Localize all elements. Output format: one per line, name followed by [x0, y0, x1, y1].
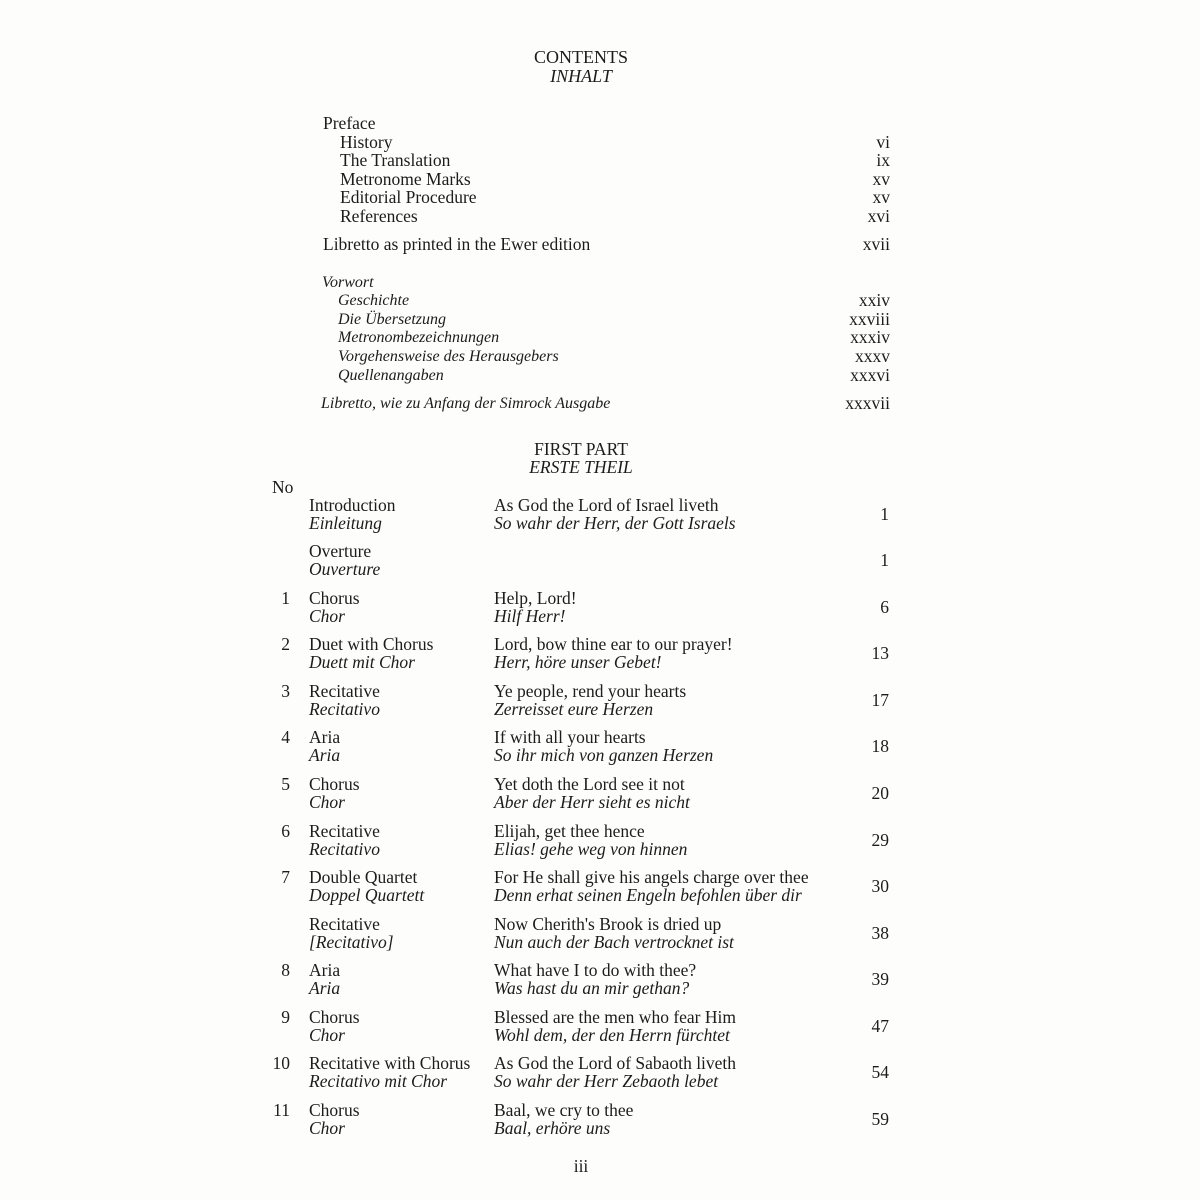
movement-form-de: Aria	[309, 978, 341, 998]
toc-page: xvii	[862, 234, 890, 254]
contents-title-de: INHALT	[550, 66, 612, 86]
movement-title-de: Hilf Herr!	[494, 606, 566, 626]
toc-label: Editorial Procedure	[340, 187, 477, 207]
part-title: FIRST PART	[534, 439, 628, 459]
movement-title: As God the Lord of Sabaoth liveth	[494, 1053, 737, 1073]
movement-page: 39	[871, 969, 889, 989]
movement-form: Aria	[309, 960, 341, 980]
contents-title: CONTENTS	[534, 47, 628, 67]
toc-label: Libretto as printed in the Ewer edition	[323, 234, 591, 254]
movement-number: 7	[281, 867, 290, 887]
movement-title: For He shall give his angels charge over thee	[494, 867, 809, 887]
movement-title-de: So wahr der Herr Zebaoth lebet	[494, 1071, 719, 1091]
movement-title-de: Zerreisset eure Herzen	[494, 699, 654, 719]
movement-entry	[260, 635, 900, 679]
movement-title: Yet doth the Lord see it not	[494, 774, 685, 794]
movement-form: Chorus	[309, 774, 360, 794]
movement-title-de: Wohl dem, der den Herrn fürchtet	[494, 1025, 730, 1045]
movement-form-de: Einleitung	[309, 513, 382, 533]
movement-title: Help, Lord!	[494, 588, 577, 608]
toc-label: References	[340, 206, 418, 226]
movement-form-de: Recitativo mit Chor	[309, 1071, 448, 1091]
movement-title: Ye people, rend your hearts	[494, 681, 687, 701]
movement-page: 17	[871, 690, 889, 710]
toc-label: Geschichte	[338, 292, 410, 309]
movement-title: If with all your hearts	[494, 727, 646, 747]
movement-title-de: Denn erhat seinen Engeln befohlen über dir	[494, 885, 802, 905]
movement-entry	[260, 496, 900, 540]
movement-page: 1	[880, 504, 889, 524]
movement-title: Blessed are the men who fear Him	[494, 1007, 737, 1027]
movement-entry	[260, 961, 900, 1005]
movement-page: 59	[871, 1109, 889, 1129]
toc-label: Vorwort	[322, 274, 374, 291]
movement-entry	[260, 1101, 900, 1145]
movement-number: 2	[281, 634, 290, 654]
movement-title-de: Nun auch der Bach vertrocknet ist	[494, 932, 734, 952]
toc-label: History	[340, 132, 393, 152]
toc-page: xv	[872, 187, 890, 207]
movement-title-de: So ihr mich von ganzen Herzen	[494, 745, 714, 765]
movement-entry	[260, 822, 900, 866]
movement-title: What have I to do with thee?	[494, 960, 697, 980]
movement-form-de: Chor	[309, 606, 345, 626]
number-column-label: No	[272, 477, 294, 497]
toc-page: xxxiv	[850, 327, 890, 347]
movement-form: Recitative	[309, 821, 380, 841]
movement-entry	[260, 868, 900, 912]
movement-title: Now Cherith's Brook is dried up	[494, 914, 722, 934]
movement-title-de: Herr, höre unser Gebet!	[494, 652, 662, 672]
movement-number: 10	[272, 1053, 290, 1073]
movement-entry	[260, 1054, 900, 1098]
movement-page: 47	[871, 1016, 889, 1036]
movement-page: 38	[871, 923, 889, 943]
toc-label: Die Übersetzung	[338, 311, 446, 328]
toc-page: ix	[876, 150, 890, 170]
toc-page: xxiv	[858, 290, 890, 310]
movement-title: Baal, we cry to thee	[494, 1100, 634, 1120]
toc-label: Vorgehensweise des Herausgebers	[338, 348, 559, 365]
toc-page: xv	[872, 169, 890, 189]
movement-form-de: Recitativo	[309, 839, 380, 859]
movement-form: Chorus	[309, 1007, 360, 1027]
movement-form: Introduction	[309, 495, 396, 515]
toc-page: xvi	[867, 206, 890, 226]
movement-number: 4	[281, 727, 290, 747]
movement-number: 6	[281, 821, 290, 841]
toc-label: Quellenangaben	[338, 367, 444, 384]
movement-form: Overture	[309, 541, 372, 561]
movement-title: As God the Lord of Israel liveth	[494, 495, 719, 515]
part-title-de: ERSTE THEIL	[529, 457, 633, 477]
movement-number: 11	[273, 1100, 290, 1120]
toc-label: The Translation	[340, 150, 451, 170]
movement-entry	[260, 542, 900, 586]
movement-entry	[260, 682, 900, 726]
movement-form: Duet with Chorus	[309, 634, 434, 654]
movement-number: 3	[281, 681, 290, 701]
movement-entry	[260, 775, 900, 819]
movement-form: Recitative with Chorus	[309, 1053, 471, 1073]
movement-form-de: Duett mit Chor	[309, 652, 415, 672]
movement-form-de: Aria	[309, 745, 341, 765]
movement-form: Recitative	[309, 681, 380, 701]
movement-number: 9	[281, 1007, 290, 1027]
movement-form-de: Ouverture	[309, 559, 381, 579]
movement-number: 5	[281, 774, 290, 794]
movement-title-de: Was hast du an mir gethan?	[494, 978, 690, 998]
movement-page: 13	[871, 643, 889, 663]
toc-label: Preface	[323, 113, 376, 133]
movement-form-de: [Recitativo]	[309, 932, 394, 952]
movement-form: Double Quartet	[309, 867, 418, 887]
movement-page: 6	[880, 597, 889, 617]
toc-page: xxviii	[849, 309, 890, 329]
toc-label: Metronombezeichnungen	[338, 329, 500, 346]
movement-entry	[260, 589, 900, 633]
movement-page: 20	[871, 783, 889, 803]
movement-number: 1	[281, 588, 290, 608]
toc-page: xxxv	[855, 346, 890, 366]
movement-page: 18	[871, 736, 889, 756]
movement-entry	[260, 1008, 900, 1052]
movement-title-de: So wahr der Herr, der Gott Israels	[494, 513, 736, 533]
movement-page: 29	[871, 830, 889, 850]
movement-form-de: Recitativo	[309, 699, 380, 719]
movement-page: 1	[880, 550, 889, 570]
movement-title: Elijah, get thee hence	[494, 821, 645, 841]
toc-page: xxxvii	[845, 393, 890, 413]
movement-form-de: Chor	[309, 1118, 345, 1138]
movement-form-de: Chor	[309, 1025, 345, 1045]
toc-page: xxxvi	[850, 365, 890, 385]
movement-title-de: Baal, erhöre uns	[494, 1118, 611, 1138]
movement-form: Chorus	[309, 1100, 360, 1120]
movement-title-de: Aber der Herr sieht es nicht	[494, 792, 690, 812]
toc-label: Metronome Marks	[340, 169, 471, 189]
movement-number: 8	[281, 960, 290, 980]
movement-form-de: Chor	[309, 792, 345, 812]
toc-page: vi	[876, 132, 890, 152]
movement-entry	[260, 728, 900, 772]
movement-form: Chorus	[309, 588, 360, 608]
movement-title-de: Elias! gehe weg von hinnen	[494, 839, 688, 859]
movement-entry	[260, 915, 900, 959]
movement-form: Aria	[309, 727, 341, 747]
movement-form: Recitative	[309, 914, 380, 934]
movement-page: 30	[871, 876, 889, 896]
movement-title: Lord, bow thine ear to our prayer!	[494, 634, 733, 654]
toc-label: Libretto, wie zu Anfang der Simrock Ausgabe	[321, 395, 611, 412]
page-number: iii	[573, 1156, 589, 1176]
movement-form-de: Doppel Quartett	[309, 885, 425, 905]
movement-page: 54	[871, 1062, 889, 1082]
